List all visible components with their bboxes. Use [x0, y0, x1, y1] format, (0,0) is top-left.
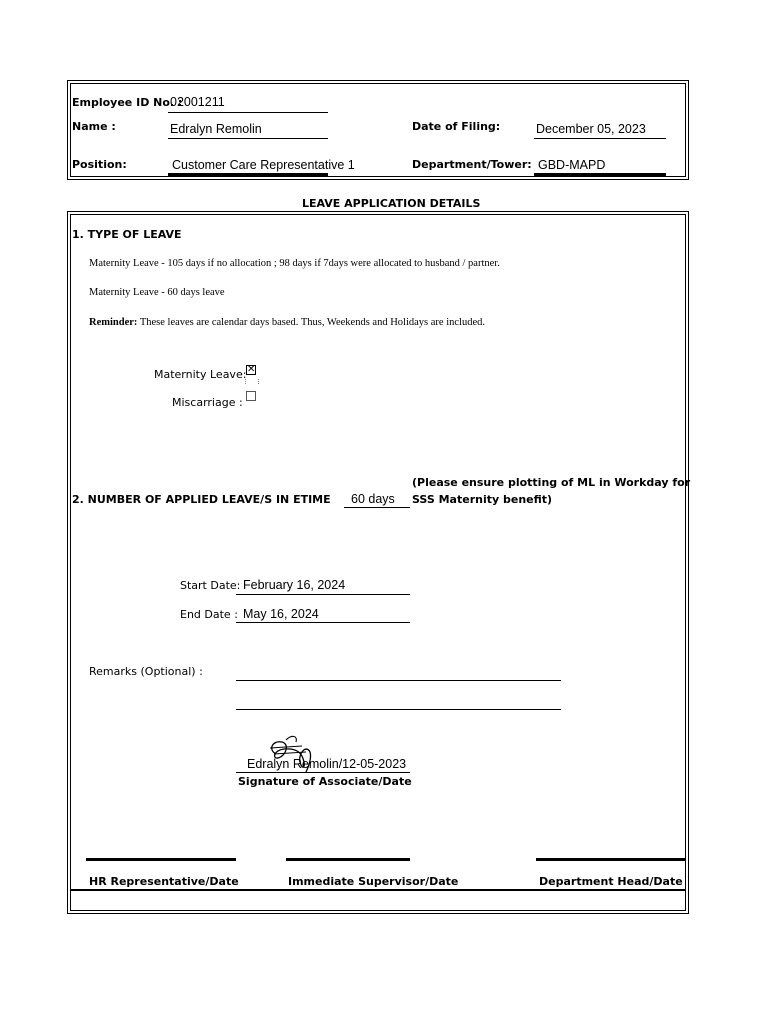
- date-filing-label: Date of Filing:: [412, 120, 501, 133]
- maternity-leave-checkbox[interactable]: ✕: [247, 364, 256, 375]
- supervisor-signature-line: [286, 858, 410, 861]
- department-value: GBD-MAPD: [538, 158, 606, 172]
- department-underline: [534, 173, 666, 176]
- date-filing-value: December 05, 2023: [536, 122, 646, 136]
- date-filing-underline: [534, 138, 666, 139]
- remarks-label: Remarks (Optional) :: [89, 665, 203, 678]
- note-line-2: SSS Maternity benefit): [412, 493, 553, 506]
- associate-signature-label: Signature of Associate/Date: [238, 775, 412, 788]
- immediate-supervisor-label: Immediate Supervisor/Date: [288, 875, 459, 888]
- applied-days-value: 60 days: [351, 492, 395, 506]
- start-date-underline: [236, 594, 410, 595]
- leave-info-line-1: Maternity Leave - 105 days if no allocation ; 98 days if 7days were allocated to husband / partner.: [89, 258, 500, 269]
- end-date-underline: [236, 622, 410, 623]
- associate-signature-underline: [236, 772, 410, 773]
- end-date-value: May 16, 2024: [243, 607, 319, 621]
- position-underline: [168, 173, 328, 176]
- note-line-1: (Please ensure plotting of ML in Workday for: [412, 476, 691, 489]
- department-head-label: Department Head/Date: [539, 875, 683, 888]
- section-title: LEAVE APPLICATION DETAILS: [302, 197, 481, 210]
- maternity-leave-label: Maternity Leave:: [154, 368, 247, 381]
- employee-id-value: 02001211: [170, 95, 225, 109]
- dept-head-signature-line: [536, 858, 686, 861]
- remarks-line-2: [236, 709, 561, 710]
- remarks-line-1: [236, 680, 561, 681]
- hr-representative-label: HR Representative/Date: [89, 875, 239, 888]
- end-date-label: End Date :: [180, 608, 238, 621]
- employee-id-underline: [168, 112, 328, 113]
- bottom-divider: [70, 889, 686, 891]
- associate-signature-value: Edralyn Remolin/12-05-2023: [247, 757, 407, 771]
- hr-signature-line: [86, 858, 236, 861]
- position-label: Position:: [72, 158, 127, 171]
- name-underline: [168, 138, 328, 139]
- type-of-leave-heading: 1. TYPE OF LEAVE: [72, 228, 182, 241]
- reminder-body: These leaves are calendar days based. Thus, Weekends and Holidays are included.: [137, 317, 485, 328]
- reminder-label: Reminder:: [89, 317, 138, 328]
- position-value: Customer Care Representative 1: [172, 158, 355, 172]
- name-value: Edralyn Remolin: [170, 122, 262, 136]
- reminder-text: [89, 317, 485, 328]
- employee-id-label: Employee ID No. :: [72, 96, 183, 109]
- applied-days-underline: [344, 507, 410, 508]
- checkbox-tick-marks: [245, 379, 259, 384]
- miscarriage-checkbox[interactable]: [246, 391, 256, 401]
- name-label: Name :: [72, 120, 116, 133]
- department-label: Department/Tower:: [412, 158, 532, 171]
- start-date-value: February 16, 2024: [243, 578, 346, 592]
- leave-info-line-2: Maternity Leave - 60 days leave: [89, 287, 225, 298]
- start-date-label: Start Date:: [180, 579, 241, 592]
- miscarriage-label: Miscarriage :: [172, 396, 243, 409]
- applied-leave-heading: 2. NUMBER OF APPLIED LEAVE/S IN ETIME: [72, 493, 331, 506]
